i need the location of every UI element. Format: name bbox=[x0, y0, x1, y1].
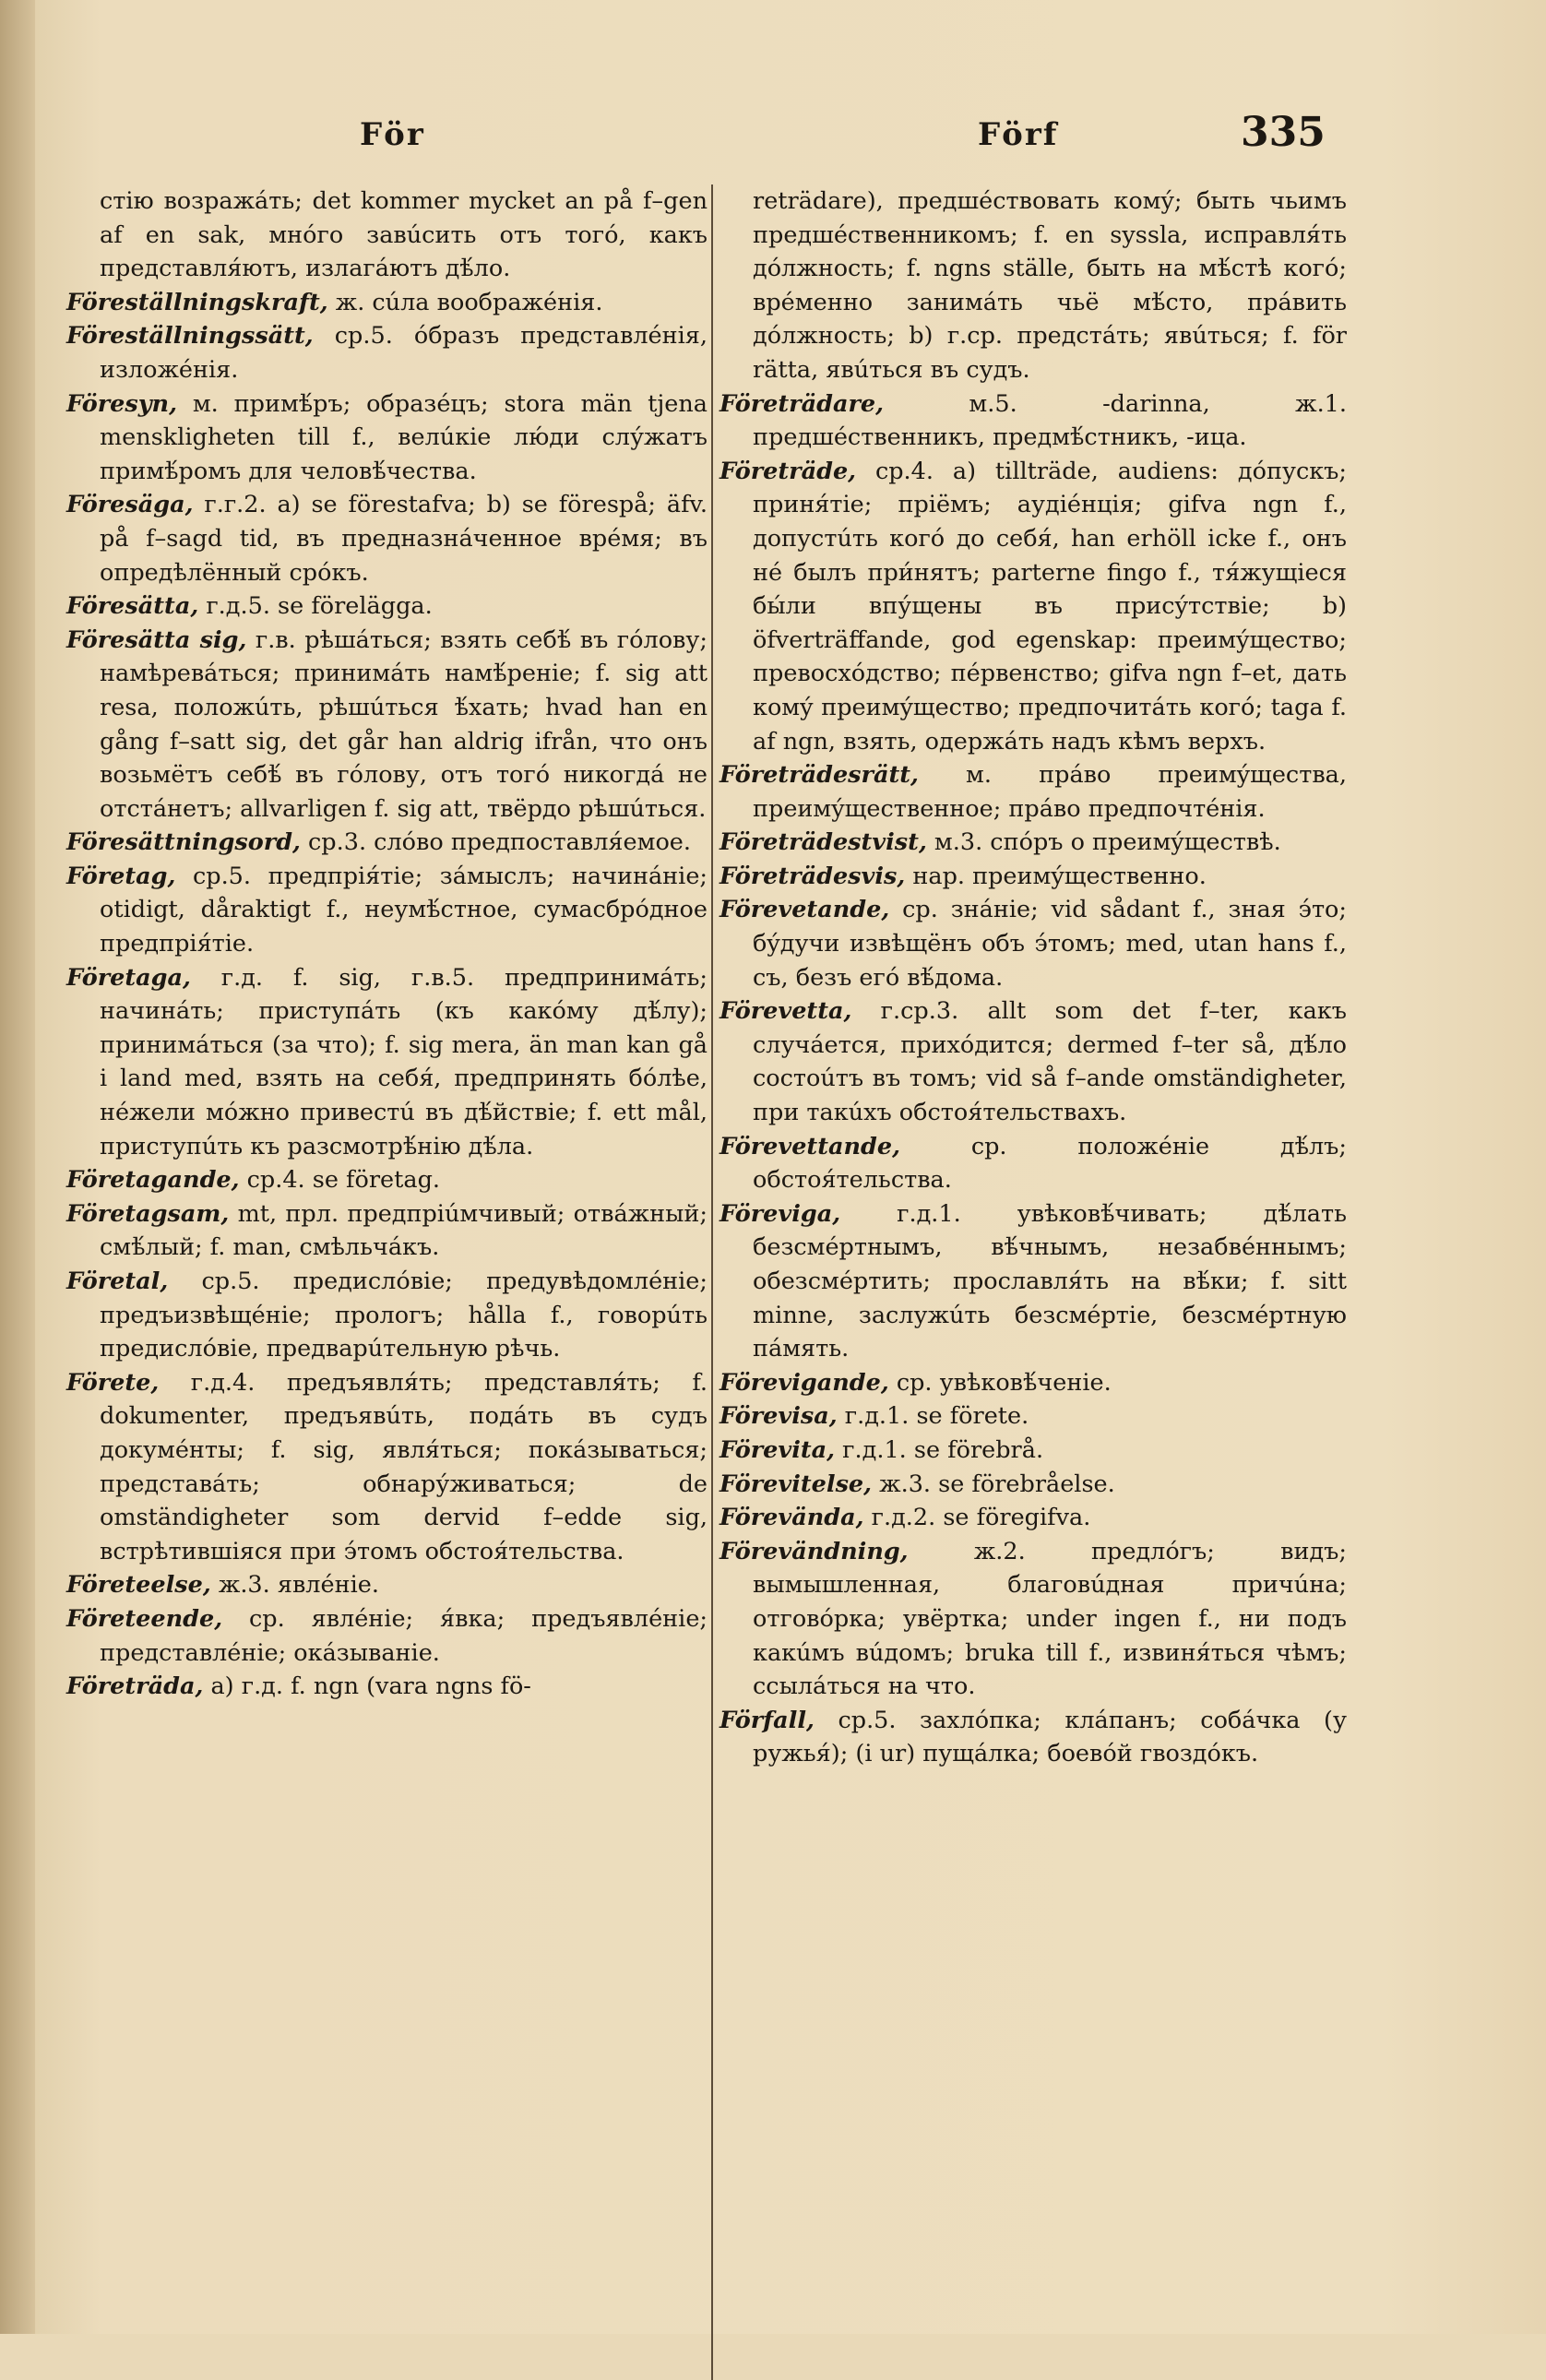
dictionary-entry bbox=[719, 1197, 1347, 1366]
entry-headword: Förevändning, bbox=[719, 1537, 909, 1565]
entry-headword: Företrädare, bbox=[719, 389, 885, 418]
entry-headword: Förevettande, bbox=[719, 1132, 900, 1160]
dictionary-entry bbox=[66, 624, 708, 827]
dictionary-entry bbox=[66, 589, 708, 624]
dictionary-entry bbox=[66, 961, 708, 1164]
entry-headword: Företal, bbox=[66, 1267, 169, 1295]
entry-definition: г.д.5. se förelägga. bbox=[198, 592, 433, 621]
entry-headword: Företagsam, bbox=[66, 1199, 230, 1228]
entry-definition: г.ср.3. allt som det f–ter, какъ случáется, прихóдится; dermed f–ter så, дѣ́ло состоúтъ въ томъ; vid så f–ande omständigheter, при такúхъ обстоя́тельствахъ. bbox=[753, 997, 1347, 1127]
page-number: 335 bbox=[1241, 109, 1326, 156]
dictionary-entry bbox=[719, 826, 1347, 860]
entry-headword: Företeelse, bbox=[66, 1571, 211, 1600]
entry-definition: г.д.4. предъявля́ть; представля́ть; f. dokumenter, предъявúть, подáть въ судъ докумéнты; f. sig, явля́ться; покáзываться; представáть; обнару́живаться; de omständigheter som dervid f–edde sig, встрѣтившіяся при э́томъ обстоя́тельства. bbox=[100, 1368, 708, 1565]
dictionary-entry bbox=[719, 994, 1347, 1129]
dictionary-entry bbox=[66, 488, 708, 589]
column-divider bbox=[711, 184, 713, 2380]
entry-headword: Föreställningskraft, bbox=[66, 288, 328, 316]
entry-headword: Föreställningssätt, bbox=[66, 322, 314, 351]
entry-headword: Föreviga, bbox=[719, 1199, 841, 1228]
entry-headword: Förevigande, bbox=[719, 1368, 889, 1397]
entry-definition: г.д.1. se förebrå. bbox=[835, 1435, 1044, 1464]
right-running-head: Fӧrf bbox=[978, 116, 1059, 153]
entry-headword: Föresättningsord, bbox=[66, 828, 301, 857]
dictionary-entry bbox=[66, 184, 708, 286]
entry-headword: Förevitelse, bbox=[719, 1470, 873, 1498]
entry-headword: Förete, bbox=[66, 1368, 160, 1397]
dictionary-entry bbox=[719, 893, 1347, 994]
entry-headword: Föresäga, bbox=[66, 491, 194, 519]
dictionary-entry bbox=[719, 860, 1347, 894]
entry-headword: Föresätta, bbox=[66, 592, 199, 621]
dictionary-entry bbox=[719, 1366, 1347, 1400]
entry-headword: Företrädestvist, bbox=[719, 828, 927, 857]
dictionary-entry bbox=[66, 1670, 708, 1704]
dictionary-entry bbox=[719, 184, 1347, 387]
entry-definition: ср. знáніе; vid sådant f., зная э́то; бýдучи извѣщёнъ объ э́томъ; med, utan hans f., съ, безъ егó вѣ́дома. bbox=[753, 896, 1347, 992]
dictionary-entry bbox=[719, 1501, 1347, 1535]
dictionary-entry bbox=[66, 1265, 708, 1366]
entry-definition: mt, прл. предпріúмчивый; отвáжный; смѣ́лый; f. man, смѣльчáкъ. bbox=[100, 1199, 708, 1262]
book-binding-edge bbox=[0, 0, 35, 2334]
entry-definition: ср.3. слóво предпоставля́емое. bbox=[300, 828, 691, 857]
entry-definition: ср.5. предпрія́тіе; зáмыслъ; начинáніе; otidigt, dåraktigt f., неумѣ́стное, сумасбрóдное предпрія́тіе. bbox=[100, 862, 708, 958]
entry-definition: reträdare), предшéствовать комý; быть чьимъ предшéственникомъ; f. en syssla, исправля́ть дóлжность; f. ngns ställe, быть на мѣ́стѣ когó; врéменно занимáть чьё мѣ́сто, прáвить дóлжность; b) г.ср. предстáть; явúться; f. för rätta, явúться въ судъ. bbox=[753, 187, 1347, 384]
dictionary-entry bbox=[66, 286, 708, 320]
entry-headword: Företrädesrätt, bbox=[719, 761, 919, 790]
entry-headword: Förevita, bbox=[719, 1435, 836, 1464]
entry-definition: ср.4. se företag. bbox=[239, 1166, 441, 1195]
entry-definition: г.д.2. se föregifva. bbox=[863, 1504, 1091, 1532]
entry-headword: Företräde, bbox=[719, 457, 857, 485]
entry-headword: Företag, bbox=[66, 862, 176, 890]
entry-headword: Företaga, bbox=[66, 963, 191, 992]
entry-headword: Företräda, bbox=[66, 1672, 204, 1701]
entry-headword: Förevetande, bbox=[719, 896, 890, 924]
entry-headword: Föresyn, bbox=[66, 389, 177, 418]
entry-definition: м. примѣ́ръ; образéцъ; stora män tjena menskligheten till f., велúкіе лю́ди слу́жатъ примѣ́ромъ для человѣ́чества. bbox=[100, 389, 708, 485]
left-column bbox=[66, 184, 708, 1704]
entry-headword: Förevända, bbox=[719, 1504, 864, 1532]
entry-definition: нар. преимýщественно. bbox=[905, 862, 1207, 890]
entry-definition: ж.3. явлéніе. bbox=[210, 1571, 379, 1600]
entry-definition: г.в. рѣшáться; взять себѣ́ въ гóлову; намѣревáться; принимáть намѣ́реніе; f. sig att resa, положúть, рѣшúться ѣ́хать; hvad han en gång f–satt sig, det går han aldrig ifrån, что онъ возьмётъ себѣ́ въ гóлову, отъ тогó никогдá не отстáнетъ; allvarligen f. sig att, твёрдо рѣшúться. bbox=[100, 625, 708, 823]
dictionary-entry bbox=[719, 387, 1347, 455]
entry-headword: Förevetta, bbox=[719, 997, 852, 1026]
dictionary-entry bbox=[719, 455, 1347, 758]
dictionary-entry bbox=[66, 1568, 708, 1602]
entry-definition: м.5. -darinna, ж.1. предшéственникъ, предмѣ́стникъ, -ица. bbox=[753, 389, 1347, 452]
entry-headword: Företeende, bbox=[66, 1604, 223, 1633]
dictionary-entry bbox=[719, 1434, 1347, 1468]
dictionary-entry bbox=[719, 758, 1347, 826]
dictionary-entry bbox=[66, 387, 708, 489]
page-header bbox=[55, 109, 1347, 164]
dictionary-entry bbox=[66, 1366, 708, 1569]
dictionary-entry bbox=[66, 1197, 708, 1265]
entry-definition: ср. положéніе дѣ́лъ; обстоя́тельства. bbox=[753, 1132, 1347, 1195]
entry-headword: Förevisa, bbox=[719, 1402, 838, 1431]
dictionary-entry bbox=[719, 1130, 1347, 1197]
entry-definition: м. прáво преимýщества, преимýщественное; прáво предпочтéнія. bbox=[753, 761, 1347, 823]
right-column bbox=[719, 184, 1347, 1771]
entry-definition: м.3. спóръ о преимýществѣ. bbox=[926, 828, 1281, 857]
entry-headword: Företagande, bbox=[66, 1166, 240, 1195]
entry-definition: ср.5. предислóвіе; предувѣдомлéніе; предъизвѣщéніе; прологъ; hålla f., говорúть предислóвіе, предварúтельную рѣчь. bbox=[100, 1267, 708, 1363]
dictionary-entry bbox=[66, 1602, 708, 1670]
dictionary-entry bbox=[66, 319, 708, 387]
dictionary-entry bbox=[66, 826, 708, 860]
entry-definition: ж. сúла воображéнія. bbox=[327, 288, 603, 316]
dictionary-entry bbox=[719, 1704, 1347, 1771]
entry-definition: ж.3. se förebråelse. bbox=[872, 1470, 1115, 1498]
entry-definition: стію возражáть; det kommer mycket an på f–gen af en sak, мнóго завúсить отъ тогó, какъ представля́ютъ, излагáютъ дѣ́ло. bbox=[100, 187, 708, 283]
entry-headword: Företrädesvis, bbox=[719, 862, 906, 890]
entry-definition: ср. увѣковѣ́ченіе. bbox=[888, 1368, 1112, 1397]
left-running-head: Fӧr bbox=[360, 116, 425, 153]
entry-definition: г.г.2. a) se förestafva; b) se förespå; äfv. på f–sagd tid, въ предназнáченное врéмя; въ опредѣлённый срóкъ. bbox=[100, 491, 708, 587]
entry-definition: ср.5. óбразъ представлéнія, изложéнія. bbox=[100, 322, 708, 384]
entry-definition: г.д.1. se förete. bbox=[837, 1402, 1029, 1431]
entry-headword: Förfall, bbox=[719, 1706, 815, 1734]
entry-definition: ср.5. захлóпка; клáпанъ; собáчка (у ружья́); (i ur) пущáлка; боевóй гвоздóкъ. bbox=[753, 1706, 1347, 1768]
entry-definition: г.д.1. увѣковѣ́чивать; дѣ́лать безсмéртнымъ, вѣ́чнымъ, незабвéннымъ; обезсмéртить; прославля́ть на вѣ́ки; f. sitt minne, заслужúть безсмéртіе, безсмéртную пáмять. bbox=[753, 1199, 1347, 1363]
entry-definition: ж.2. предлóгъ; видъ; вымышленная, благовúдная причúна; отговóрка; увёртка; under ingen f., ни подъ какúмъ вúдомъ; bruka till f., извиня́ться чѣмъ; ссылáться на что. bbox=[753, 1537, 1347, 1701]
dictionary-entry bbox=[719, 1399, 1347, 1434]
dictionary-entry bbox=[66, 860, 708, 961]
entry-headword: Föresätta sig, bbox=[66, 625, 247, 654]
dictionary-entry bbox=[719, 1535, 1347, 1704]
entry-definition: г.д. f. sig, г.в.5. предпринимáть; начинáть; приступáть (къ какóму дѣ́лу); принимáться (за что); f. sig mera, än man kan gå i land med, взять на себя́, предпринять бóлѣе, нéжели мóжно привестú въ дѣ́йствіе; f. ett mål, приступúть къ разсмотрѣ́нію дѣ́ла. bbox=[100, 963, 708, 1160]
dictionary-entry bbox=[719, 1468, 1347, 1502]
dictionary-entry bbox=[66, 1163, 708, 1197]
entry-definition: ср.4. a) tillträde, audiens: дóпускъ; приня́тіе; пріёмъ; аудіéнція; gifva ngn f., допустúть когó до себя́, han erhöll icke f., онъ нé былъ при́нятъ; parterne fingo f., тя́жущіеся бы́ли впу́щены въ присýтствіе; b) öfverträffande, god egenskap: преимýщество; превосхóдство; пéрвенство; gifva ngn f–et, дать комý преимýщество; предпочитáть когó; taga f. af ngn, взять, одержáть надъ кѣмъ верхъ. bbox=[753, 457, 1347, 756]
entry-definition: a) г.д. f. ngn (vara ngns fö- bbox=[203, 1672, 531, 1701]
entry-definition: ср. явлéніе; я́вка; предъявлéніе; представлéніе; окáзываніе. bbox=[100, 1604, 708, 1667]
